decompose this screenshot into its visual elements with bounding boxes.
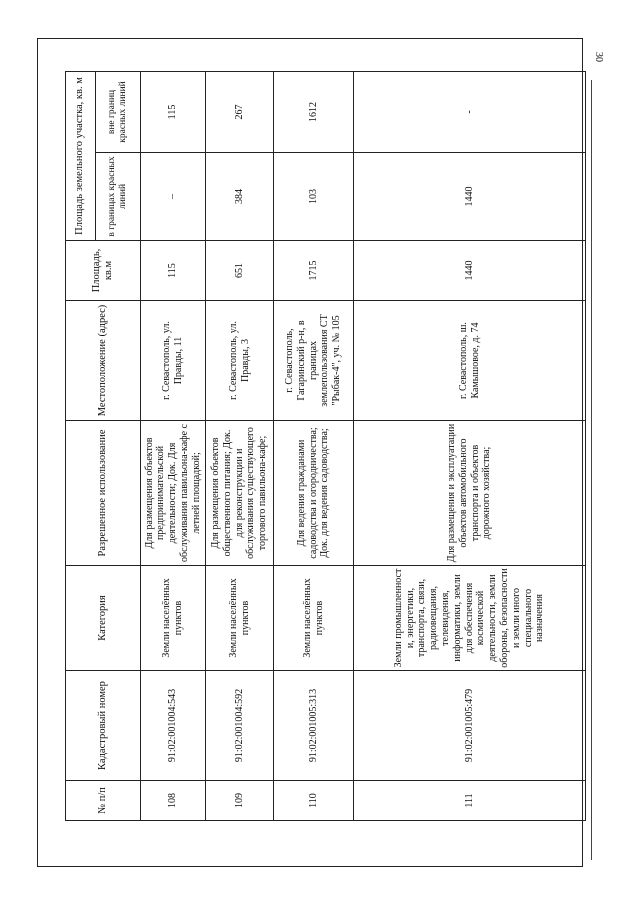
cell-area: 115 [141, 241, 206, 301]
header-outside: вне границ красных линий [96, 71, 141, 152]
cell-inside: 1440 [354, 153, 586, 241]
header-category: Категория [66, 566, 141, 671]
header-cadastral: Кадастровый номер [66, 671, 141, 781]
cell-category: Земли населённых пунктов [141, 566, 206, 671]
land-plots-table [65, 71, 586, 821]
cell-num: 108 [141, 781, 206, 821]
table-row [354, 71, 586, 820]
cell-category: Земли населённых пунктов [206, 566, 274, 671]
cell-usage: Для размещения объектов общественного питания; Док. для реконструкции и обслуживания существующего торгового павильона-кафе; [206, 421, 274, 566]
cell-location: г. Севастополь, ш. Камышовое, д. 74 [354, 301, 586, 421]
header-area: Площадь, кв.м [66, 241, 141, 301]
rotated-table-container [65, 72, 585, 821]
cell-num: 109 [206, 781, 274, 821]
cell-usage: Для размещения и эксплуатации объектов автомобильного транспорта и объектов дорожного хозяйства; [354, 421, 586, 566]
cell-category: Земли промышленност и, энергетики, транспорта, связи, радиовещания, телевидения, информатики, земли для обеспечения космической деятельности, земли обороны, безопасности и земли иного специального назначения [354, 566, 586, 671]
header-land-area: Площадь земельного участка, кв. м [66, 71, 96, 240]
cell-cadastral: 91:02:001004:543 [141, 671, 206, 781]
header-usage: Разрешенное использование [66, 421, 141, 566]
cell-location: г. Севастополь, ул. Правды, 3 [206, 301, 274, 421]
cell-area: 1440 [354, 241, 586, 301]
cell-location: г. Севастополь, ул. Правды, 11 [141, 301, 206, 421]
table-row [274, 71, 354, 820]
cell-num: 110 [274, 781, 354, 821]
cell-category: Земли населённых пунктов [274, 566, 354, 671]
cell-inside: – [141, 153, 206, 241]
cell-usage: Для ведения гражданами садоводства и огородничества; Док. для ведения садоводства; [274, 421, 354, 566]
margin-rule [591, 80, 592, 860]
cell-outside: 115 [141, 71, 206, 152]
header-location: Местоположение (адрес) [66, 301, 141, 421]
cell-inside: 103 [274, 153, 354, 241]
cell-location: г. Севастополь, Гагаринский р-н, в границах землепользования СТ "Рыбак-4", уч. № 105 [274, 301, 354, 421]
header-num: № п/п [66, 781, 141, 821]
cell-area: 1715 [274, 241, 354, 301]
table-row [206, 71, 274, 820]
cell-outside: 267 [206, 71, 274, 152]
page-number: 30 [593, 52, 604, 62]
cell-inside: 384 [206, 153, 274, 241]
cell-outside: - [354, 71, 586, 152]
cell-usage: Для размещения объектов предпринимательской деятельности; Док. Для обслуживания павильона-кафе с летней площадкой; [141, 421, 206, 566]
header-inside: в границах красных линий [96, 153, 141, 241]
cell-cadastral: 91:02:001005:479 [354, 671, 586, 781]
cell-area: 651 [206, 241, 274, 301]
cell-cadastral: 91:02:001005:313 [274, 671, 354, 781]
table-row [141, 71, 206, 820]
cell-cadastral: 91:02:001004:592 [206, 671, 274, 781]
cell-outside: 1612 [274, 71, 354, 152]
cell-num: 111 [354, 781, 586, 821]
